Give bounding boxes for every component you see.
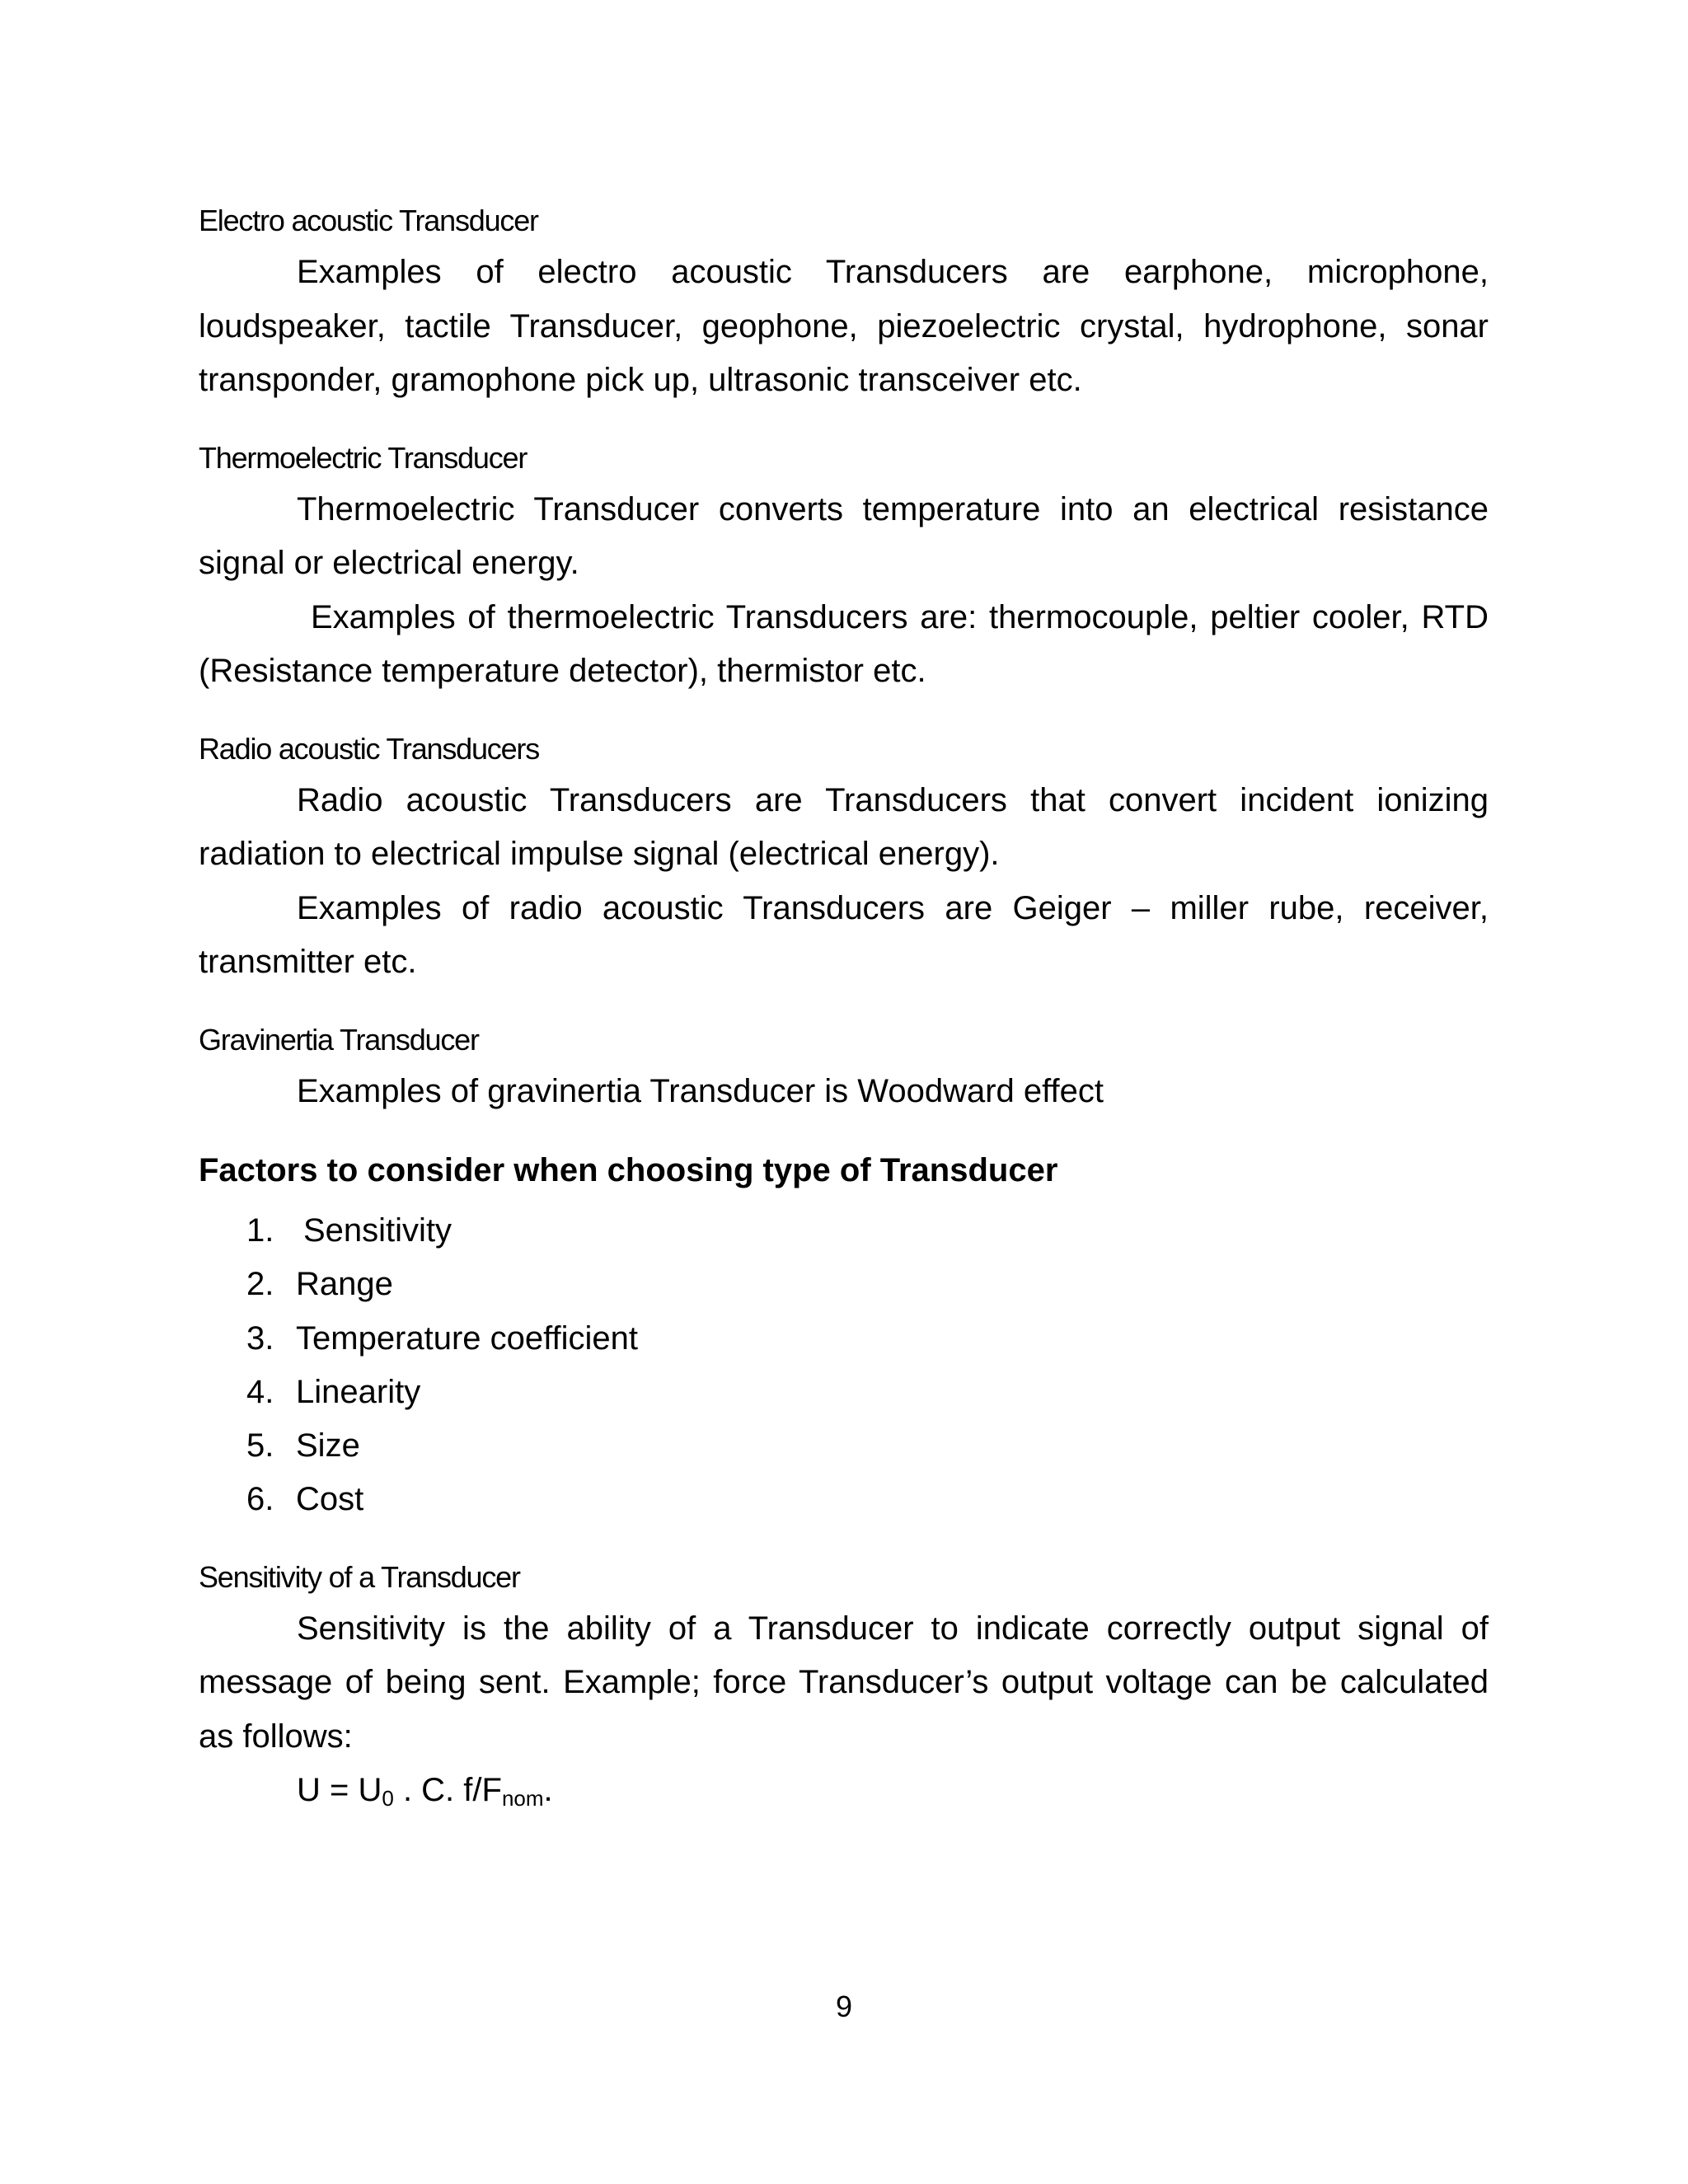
list-text: Sensitivity (303, 1212, 452, 1249)
section-paragraph (199, 591, 1489, 699)
section-sensitivity (199, 1553, 1489, 1818)
section-thermoelectric (199, 434, 1489, 699)
section-gravinertia (199, 1015, 1489, 1119)
list-item (199, 1204, 1489, 1258)
section-paragraph (199, 483, 1489, 591)
list-item (199, 1312, 1489, 1366)
paragraph-text: Examples of radio acoustic Transducers are Geiger – miller rube, receiver, transmitter etc. (199, 889, 1489, 980)
list-text: Linearity (296, 1373, 421, 1410)
section-paragraph (199, 774, 1489, 882)
sensitivity-formula: $U = U_0$ . C. $f/F_{nom}$. (297, 1772, 553, 1811)
paragraph-text: Radio acoustic Transducers are Transducers that convert incident ionizing radiation to electrical impulse signal (electrical energy). (199, 781, 1489, 872)
list-item (199, 1258, 1489, 1311)
page-content (199, 196, 1489, 1817)
paragraph-text: Examples of electro acoustic Transducers are earphone, microphone, loudspeaker, tactile Transducer, geophone, piezoelectric crystal, hydrophone, sonar transponder, gramophone pick up, ultrasonic transceiver etc. (199, 254, 1489, 398)
section-electro-acoustic (199, 196, 1489, 408)
list-text: Temperature coefficient (296, 1319, 639, 1357)
section-paragraph (199, 246, 1489, 408)
list-number: 1. (246, 1212, 274, 1249)
section-heading: Gravinertia Transducer (199, 1022, 479, 1057)
list-item (199, 1366, 1489, 1419)
factors-list (199, 1204, 1489, 1527)
list-number: 3. (246, 1319, 274, 1357)
factors-title: Factors to consider when choosing type of Transducer (199, 1152, 1058, 1188)
list-text: Range (296, 1266, 393, 1303)
list-number: 2. (246, 1266, 274, 1303)
paragraph-text: Thermoelectric Transducer converts temperature into an electrical resistance signal or electrical energy. (199, 490, 1489, 581)
section-heading: Thermoelectric Transducer (199, 440, 528, 475)
list-item (199, 1419, 1489, 1473)
paragraph-text: Examples of thermoelectric Transducers are: thermocouple, peltier cooler, RTD (Resistance temperature detector), thermistor etc. (199, 598, 1489, 689)
paragraph-text: Examples of gravinertia Transducer is Woodward effect (297, 1072, 1104, 1109)
list-number: 4. (246, 1373, 274, 1410)
section-heading: Sensitivity of a Transducer (199, 1559, 520, 1594)
section-radio-acoustic (199, 724, 1489, 990)
list-item (199, 1473, 1489, 1526)
list-text: Size (296, 1427, 360, 1465)
paragraph-text: Sensitivity is the ability of a Transducer to indicate correctly output signal of message of being sent. Example; force Transducer’s output voltage can be calculated as follows: (199, 1610, 1489, 1755)
section-heading: Electro acoustic Transducer (199, 204, 538, 237)
section-paragraph (199, 1065, 1489, 1119)
section-paragraph (199, 882, 1489, 990)
section-paragraph (199, 1602, 1489, 1765)
list-number: 6. (246, 1481, 274, 1518)
factors-section (199, 1144, 1489, 1527)
list-text: Cost (296, 1481, 364, 1518)
list-number: 5. (246, 1427, 274, 1465)
page-number: 9 (835, 1990, 853, 2023)
section-heading: Radio acoustic Transducers (199, 731, 540, 766)
